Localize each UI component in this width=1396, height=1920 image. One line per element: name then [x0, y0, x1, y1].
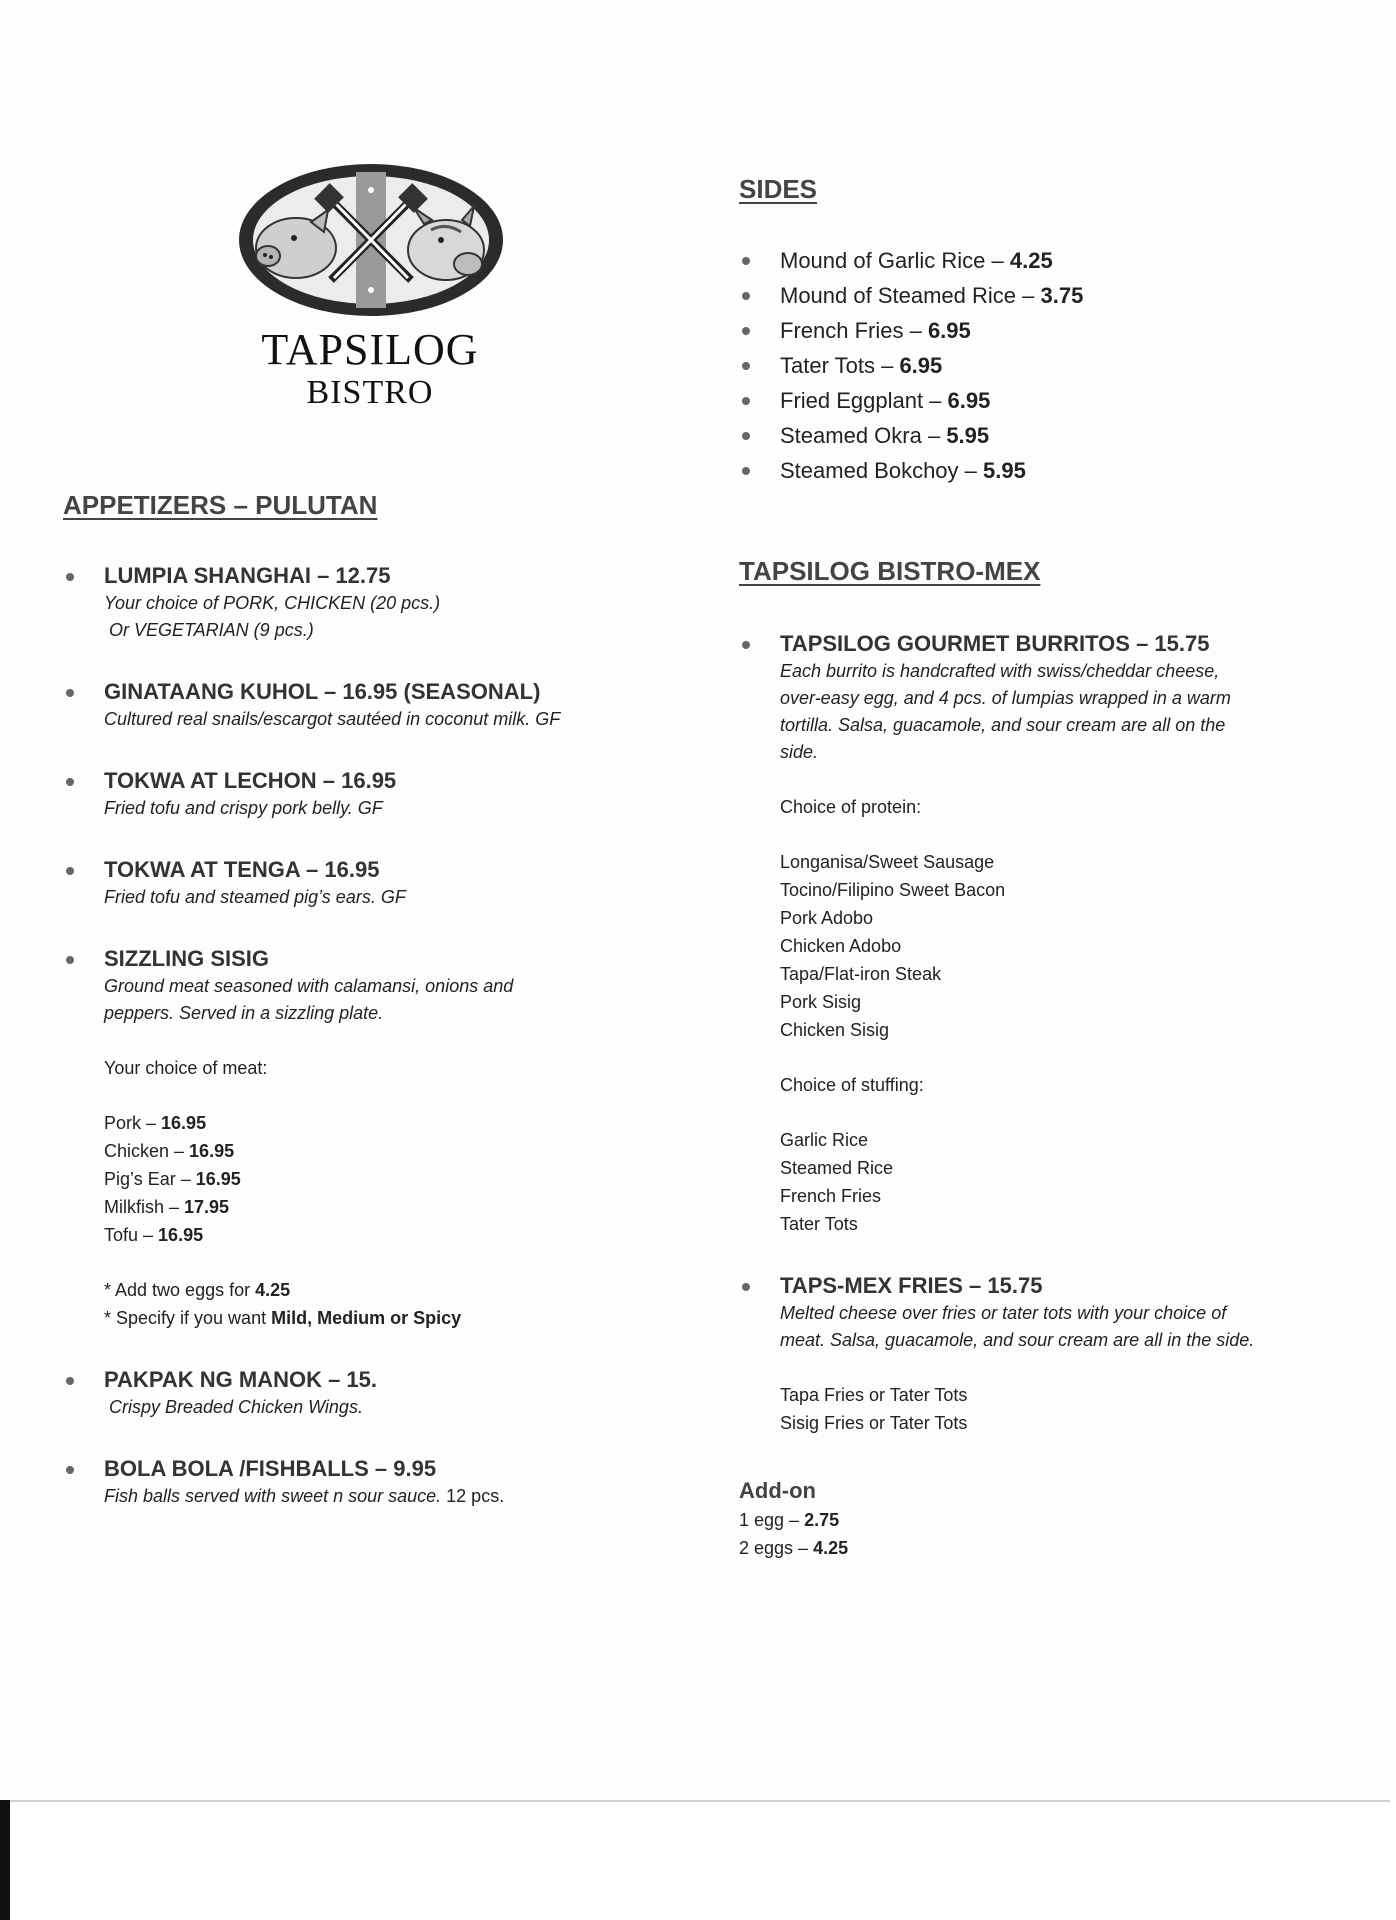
scan-border-line: [10, 1800, 1390, 1802]
bullet-icon: [66, 689, 74, 697]
addon-line: 1 egg – 2.75: [739, 1510, 840, 1530]
menu-item-kuhol: [63, 678, 663, 733]
bullet-icon: [742, 292, 750, 300]
meat-choice-label: Your choice of meat:: [104, 1058, 268, 1078]
bullet-icon: [66, 1377, 74, 1385]
item-name: PAKPAK NG MANOK – 15.: [104, 1367, 378, 1392]
item-name: TAPSILOG GOURMET BURRITOS – 15.75: [780, 631, 1210, 656]
meat-option: Pork – 16.95: [104, 1113, 207, 1133]
item-desc: side.: [780, 742, 819, 762]
item-name: GINATAANG KUHOL – 16.95 (SEASONAL): [104, 679, 541, 704]
stuffing-choice-label: Choice of stuffing:: [780, 1075, 924, 1095]
bullet-icon: [742, 1283, 750, 1291]
protein-choice-label: Choice of protein:: [780, 797, 922, 817]
pig-cow-spatula-icon: [236, 160, 506, 320]
protein-option: Chicken Sisig: [780, 1020, 890, 1040]
protein-option: Longanisa/Sweet Sausage: [780, 852, 995, 872]
side-item: Steamed Okra – 5.95: [739, 418, 1339, 453]
item-name: SIZZLING SISIG: [104, 946, 270, 971]
menu-item-lechon: [63, 767, 663, 822]
item-desc: Cultured real snails/escargot sautéed in coconut milk. GF: [104, 709, 561, 729]
stuffing-option: Steamed Rice: [780, 1158, 894, 1178]
side-item: Mound of Steamed Rice – 3.75: [739, 278, 1339, 313]
restaurant-logo: [230, 160, 510, 410]
menu-item-tenga: [63, 856, 663, 911]
addon-heading: Add-on: [739, 1478, 816, 1503]
protein-option: Tapa/Flat-iron Steak: [780, 964, 942, 984]
sides-list: [739, 243, 1339, 488]
sides-heading: SIDES: [739, 174, 818, 204]
addon-block: [739, 1476, 1139, 1562]
stuffing-option: Tater Tots: [780, 1214, 858, 1234]
logo-line-1: TAPSILOG: [261, 325, 479, 374]
side-item: Steamed Bokchoy – 5.95: [739, 453, 1339, 488]
menu-item-pakpak: [63, 1366, 663, 1421]
logo-line-2: BISTRO: [306, 374, 434, 411]
bullet-icon: [742, 327, 750, 335]
bullet-icon: [742, 362, 750, 370]
menu-item-lumpia: [63, 562, 663, 644]
side-item: Fried Eggplant – 6.95: [739, 383, 1339, 418]
appetizers-list: [63, 562, 663, 1544]
item-name: TOKWA AT LECHON – 16.95: [104, 768, 397, 793]
item-desc: Your choice of PORK, CHICKEN (20 pcs.): [104, 593, 441, 613]
meat-option: Milkfish – 17.95: [104, 1197, 230, 1217]
menu-item-burritos: [739, 630, 1339, 1238]
side-item: Mound of Garlic Rice – 4.25: [739, 243, 1339, 278]
add-eggs-note: * Add two eggs for 4.25: [104, 1280, 291, 1300]
side-item: Tater Tots – 6.95: [739, 348, 1339, 383]
item-desc: meat. Salsa, guacamole, and sour cream are all in the side.: [780, 1330, 1255, 1350]
bullet-icon: [742, 641, 750, 649]
item-desc: Ground meat seasoned with calamansi, onions and: [104, 976, 514, 996]
item-name: TAPS-MEX FRIES – 15.75: [780, 1273, 1043, 1298]
bullet-icon: [742, 397, 750, 405]
bullet-icon: [66, 867, 74, 875]
item-desc: over-easy egg, and 4 pcs. of lumpias wrapped in a warm: [780, 688, 1231, 708]
menu-item-bola: [63, 1455, 663, 1510]
fries-option: Tapa Fries or Tater Tots: [780, 1385, 968, 1405]
protein-option: Tocino/Filipino Sweet Bacon: [780, 880, 1006, 900]
menu-item-sisig: [63, 945, 663, 1332]
menu-item-taps-mex-fries: [739, 1272, 1339, 1437]
item-desc: tortilla. Salsa, guacamole, and sour cream are all on the: [780, 715, 1226, 735]
item-desc: Fish balls served with sweet n sour sauce. 12 pcs.: [104, 1486, 505, 1506]
stuffing-option: Garlic Rice: [780, 1130, 869, 1150]
item-desc: Or VEGETARIAN (9 pcs.): [109, 620, 314, 640]
spice-level-note: * Specify if you want Mild, Medium or Spicy: [104, 1308, 462, 1328]
bullet-icon: [66, 573, 74, 581]
appetizers-heading: APPETIZERS – PULUTAN: [63, 490, 378, 520]
bullet-icon: [66, 1466, 74, 1474]
fries-option: Sisig Fries or Tater Tots: [780, 1413, 968, 1433]
item-desc: Each burrito is handcrafted with swiss/cheddar cheese,: [780, 661, 1220, 681]
meat-option: Tofu – 16.95: [104, 1225, 204, 1245]
meat-option: Pig’s Ear – 16.95: [104, 1169, 241, 1189]
item-desc: Crispy Breaded Chicken Wings.: [109, 1397, 363, 1417]
protein-option: Chicken Adobo: [780, 936, 902, 956]
bullet-icon: [742, 257, 750, 265]
item-name: BOLA BOLA /FISHBALLS – 9.95: [104, 1456, 437, 1481]
logo-wordmark: [230, 325, 510, 411]
meat-option: Chicken – 16.95: [104, 1141, 235, 1161]
bullet-icon: [66, 778, 74, 786]
scan-edge-shadow: [0, 1800, 10, 1920]
item-desc: peppers. Served in a sizzling plate.: [104, 1003, 384, 1023]
bistromex-heading: TAPSILOG BISTRO-MEX: [739, 556, 1041, 586]
protein-option: Pork Sisig: [780, 992, 862, 1012]
item-desc: Fried tofu and steamed pig’s ears. GF: [104, 887, 406, 907]
item-name: TOKWA AT TENGA – 16.95: [104, 857, 380, 882]
item-name: LUMPIA SHANGHAI – 12.75: [104, 563, 391, 588]
bullet-icon: [66, 956, 74, 964]
bistromex-list: [739, 630, 1339, 1471]
addon-line: 2 eggs – 4.25: [739, 1538, 849, 1558]
protein-option: Pork Adobo: [780, 908, 874, 928]
stuffing-option: French Fries: [780, 1186, 882, 1206]
item-desc: Fried tofu and crispy pork belly. GF: [104, 798, 383, 818]
item-desc: Melted cheese over fries or tater tots with your choice of: [780, 1303, 1227, 1323]
side-item: French Fries – 6.95: [739, 313, 1339, 348]
bullet-icon: [742, 432, 750, 440]
bullet-icon: [742, 467, 750, 475]
